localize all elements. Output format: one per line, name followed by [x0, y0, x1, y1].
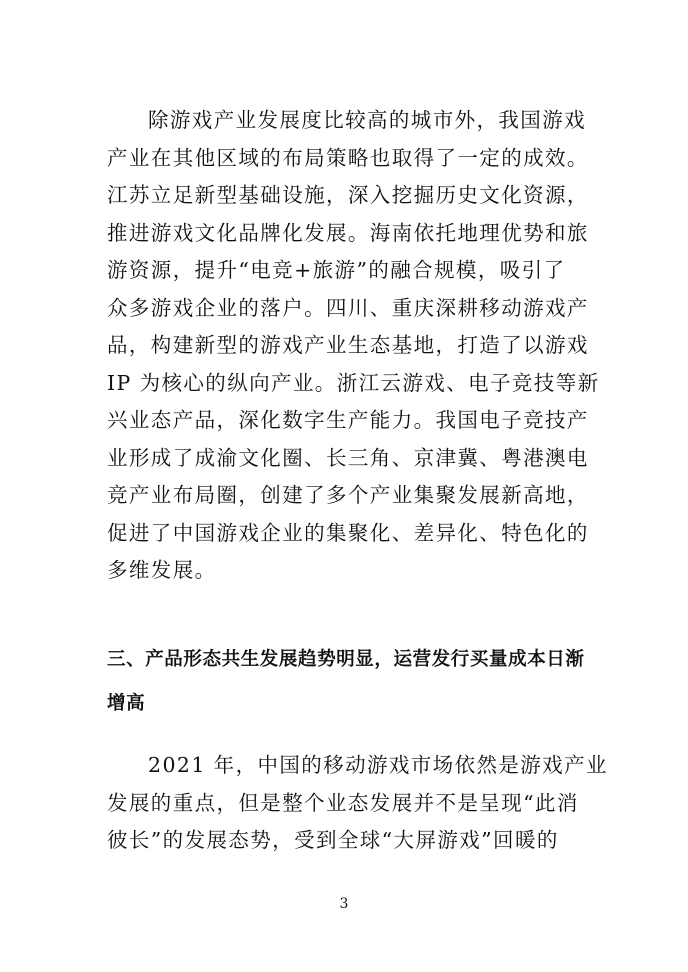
body-paragraph-regional-layout	[107, 102, 600, 590]
paragraph-line: 促进了中国游戏企业的集聚化、差异化、特色化的	[107, 520, 589, 545]
paragraph-line: 业形成了成渝文化圈、长三角、京津冀、粤港澳电	[107, 445, 589, 470]
paragraph-line: 游资源，提升“电竞+旅游”的融合规模，吸引了	[107, 258, 566, 282]
paragraph-line: 彼长”的发展态势，受到全球“大屏游戏”回暖的	[107, 828, 559, 852]
page-number: 3	[339, 896, 349, 912]
paragraph-line: 2021 年，中国的移动游戏市场依然是游戏产业	[148, 753, 608, 777]
paragraph-line: 多维发展。	[107, 558, 217, 582]
paragraph-line: 产业在其他区域的布局策略也取得了一定的成效。	[107, 145, 589, 170]
section-heading-line: 三、产品形态共生发展趋势明显，运营发行买量成本日渐	[107, 649, 585, 670]
paragraph-line: IP 为核心的纵向产业。浙江云游戏、电子竞技等新	[107, 370, 600, 395]
body-paragraph-mobile-games	[107, 747, 608, 860]
paragraph-line: 除游戏产业发展度比较高的城市外，我国游戏	[148, 108, 586, 132]
paragraph-line: 发展的重点，但是整个业态发展并不是呈现“此消	[107, 790, 579, 815]
paragraph-line: 江苏立足新型基础设施，深入挖掘历史文化资源，	[107, 183, 589, 207]
section-heading-line: 增高	[107, 693, 146, 714]
section-heading	[107, 638, 597, 726]
paragraph-line: 兴业态产品，深化数字生产能力。我国电子竞技产	[107, 408, 589, 432]
paragraph-line: 品，构建新型的游戏产业生态基地，打造了以游戏	[107, 333, 589, 357]
paragraph-line: 推进游戏文化品牌化发展。海南依托地理优势和旅	[107, 220, 589, 245]
paragraph-line: 众多游戏企业的落户。四川、重庆深耕移动游戏产	[107, 295, 589, 320]
paragraph-line: 竞产业布局圈，创建了多个产业集聚发展新高地，	[107, 483, 589, 507]
